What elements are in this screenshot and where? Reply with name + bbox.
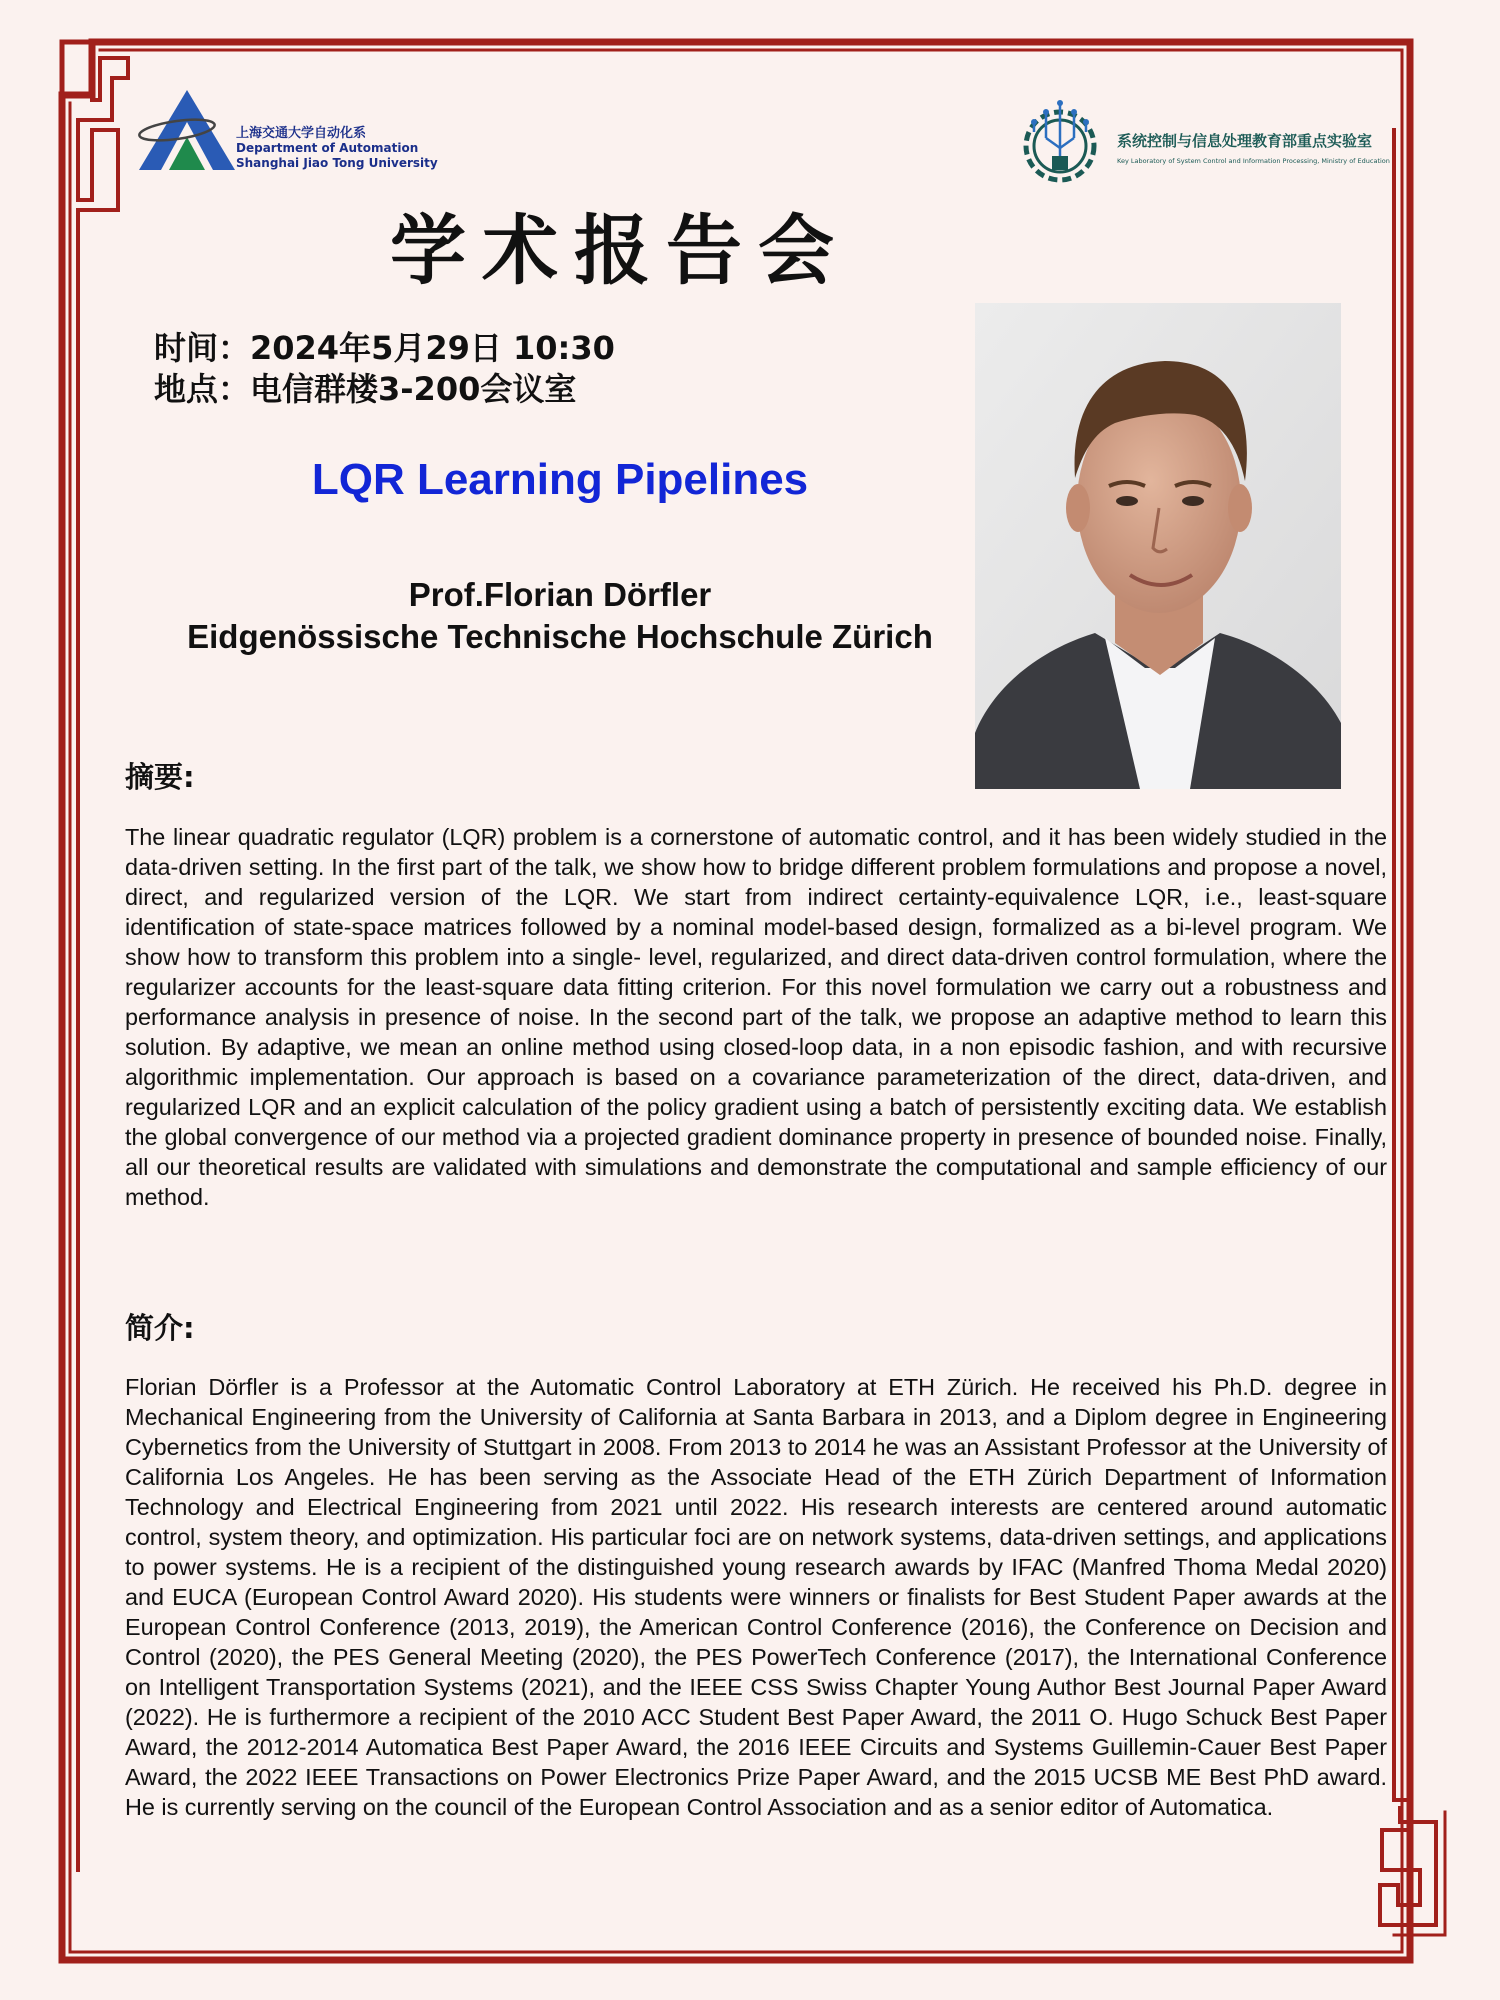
event-location: 地点：电信群楼3-200会议室 — [154, 370, 577, 408]
speaker-name: Prof.Florian Dörfler — [408, 576, 712, 613]
event-time: 时间：2024年5月29日 10:30 — [154, 329, 615, 367]
gear-circuit-icon — [1018, 98, 1102, 186]
speaker-affiliation: Eidgenössische Technische Hochschule Zürich — [187, 618, 933, 655]
main-title: 学术报告会 — [390, 206, 850, 295]
abstract-heading: 摘要: — [125, 760, 195, 794]
speaker-photo — [975, 303, 1341, 789]
left-logo-name-en-1: Department of Automation — [236, 141, 419, 155]
abstract-text: The linear quadratic regulator (LQR) problem is a cornerstone of automatic control, and it has been widely studied in the data-driven setting. In the first part of the talk, we show how to bridge different problem formulations and propose a novel, direct, and regularized version of the LQR. We start from indirect certainty-equivalence LQR, i.e., least-square identification of state-space matrices followed by a nominal model-based design, formalized as a bi-level program. We show how to transform this problem into a single- level, regularized, and direct data-driven control formulation, where the regularizer accounts for the least-square data fitting criterion. For this novel formulation we carry out a robustness and performance analysis in presence of noise. In the second part of the talk, we propose an adaptive method to learn this solution. By adaptive, we mean an online method using closed-loop data, in a non episodic fashion, and with recursive algorithmic implementation. Our approach is based on a covariance parameterization of the direct, data-driven, and regularized LQR and an explicit calculation of the policy gradient using a batch of persistently exciting data. We establish the global convergence of our method via a projected gradient dominance property in presence of bounded noise. Finally, all our theoretical results are validated with simulations and demonstrate the computational and sample efficiency of our method. — [125, 824, 1387, 1210]
left-logo-name-en-2: Shanghai Jiao Tong University — [236, 156, 438, 170]
event-info — [154, 328, 615, 410]
right-logo-name-en: Key Laboratory of System Control and Information Processing, Ministry of Education — [1117, 157, 1390, 165]
bio-heading: 简介: — [125, 1311, 195, 1345]
talk-title: LQR Learning Pipelines — [311, 455, 809, 504]
right-logo-name-cn: 系统控制与信息处理教育部重点实验室 — [1117, 132, 1373, 150]
speaker-block — [120, 574, 1000, 658]
bio-text: Florian Dörfler is a Professor at the Automatic Control Laboratory at ETH Zürich. He received his Ph.D. degree in Mechanical Engineering from the University of California at Santa Barbara in 2013, and a Diplom degree in Engineering Cybernetics from the University of Stuttgart in 2008. From 2013 to 2014 he was an Assistant Professor at the University of California Los Angeles. He has been serving as the Associate Head of the ETH Zürich Department of Information Technology and Electrical Engineering from 2021 until 2022. His research interests are centered around automatic control, system theory, and optimization. His particular foci are on network systems, data-driven settings, and applications to power systems. He is a recipient of the distinguished young research awards by IFAC (Manfred Thoma Medal 2020) and EUCA (European Control Award 2020). His students were winners or finalists for Best Student Paper awards at the European Control Conference (2013, 2019), the American Control Conference (2016), the Conference on Decision and Control (2020), the PES General Meeting (2020), the PES PowerTech Conference (2017), the International Conference on Intelligent Transportation Systems (2021), and the IEEE CSS Swiss Chapter Young Author Best Journal Paper Award (2022). He is furthermore a recipient of the 2010 ACC Student Best Paper Award, the 2011 O. Hugo Schuck Best Paper Award, the 2012-2014 Automatica Best Paper Award, the 2016 IEEE Circuits and Systems Guillemin-Cauer Best Paper Award, the 2022 IEEE Transactions on Power Electronics Prize Paper Award, and the 2015 UCSB ME Best PhD award. He is currently serving on the council of the European Control Association and as a senior editor of Automatica. — [125, 1374, 1387, 1820]
left-logo-name-cn: 上海交通大学自动化系 — [236, 126, 367, 141]
